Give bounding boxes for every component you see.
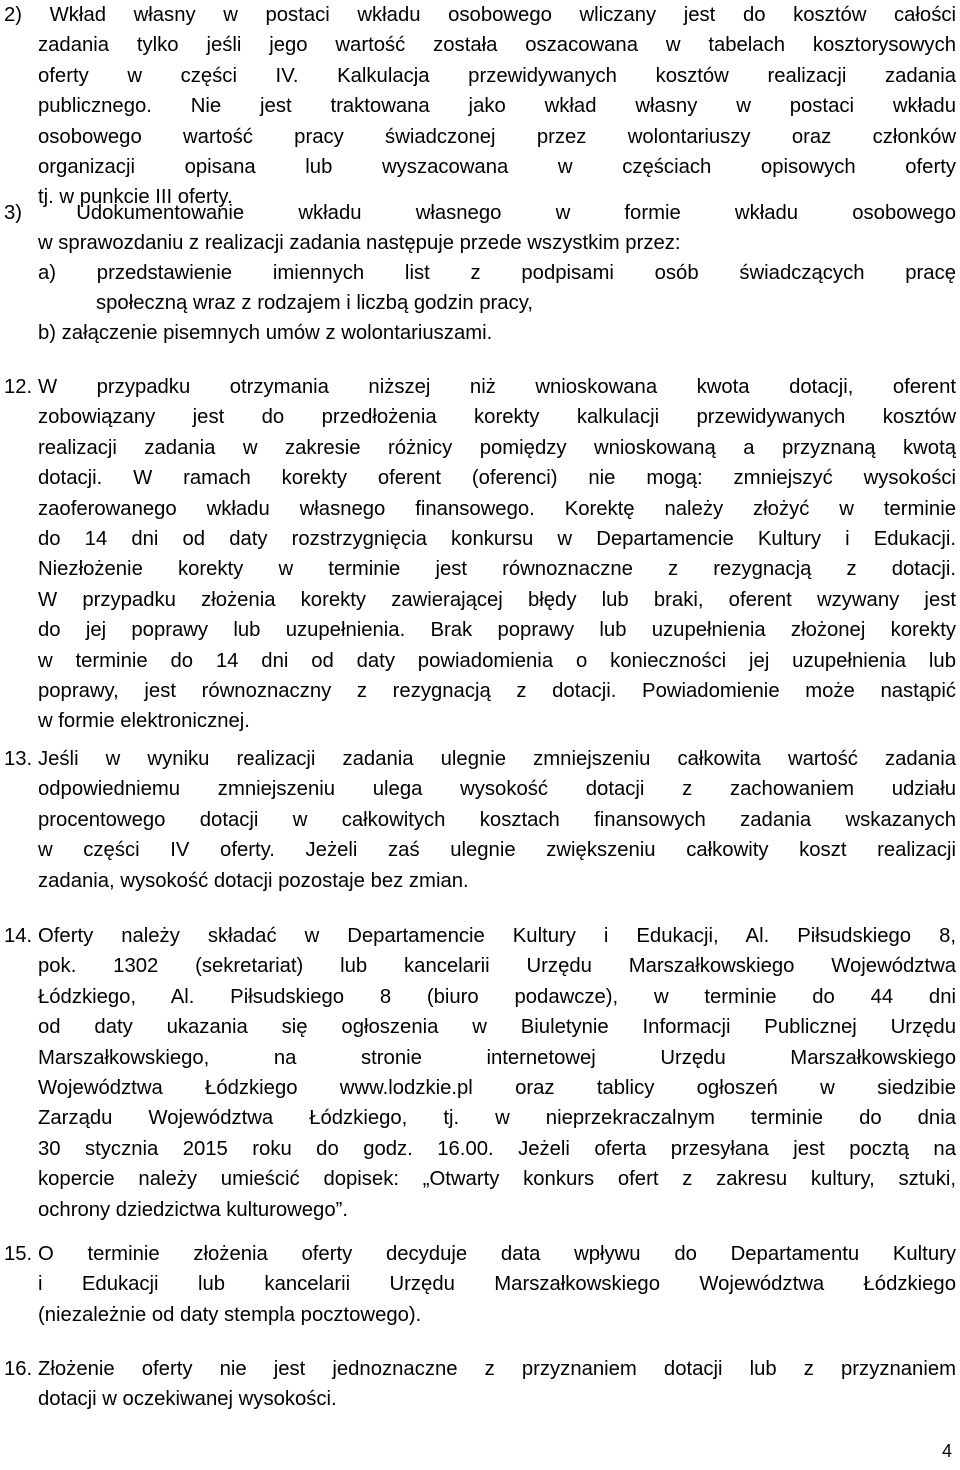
text-line: W przypadku złożenia korekty zawierającej błędy lub braki, oferent wzywany jest (38, 588, 956, 611)
text-line: realizacji zadania w zakresie różnicy pomiędzy wnioskowaną a przyznaną kwotą (38, 436, 956, 459)
text-line: 30 stycznia 2015 roku do godz. 16.00. Jeżeli oferta przesyłana jest pocztą na (38, 1137, 956, 1160)
text-line: Jeśli w wyniku realizacji zadania ulegnie zmniejszeniu całkowita wartość zadania (38, 748, 956, 770)
text-line: a) przedstawienie imiennych list z podpisami osób świadczących pracę (38, 262, 956, 284)
text-line: zaoferowanego wkładu własnego finansowego. Korektę należy złożyć w terminie (38, 497, 956, 520)
list-number: 13. (4, 748, 33, 770)
text-line: do 14 dni od daty rozstrzygnięcia konkursu w Departamencie Kultury i Edukacji. (38, 528, 956, 550)
text-line: 3) Udokumentowanie wkładu własnego w formie wkładu osobowego (4, 202, 956, 224)
text-line: ochrony dziedzictwa kulturowego”. (38, 1198, 349, 1221)
text-line: społeczną wraz z rodzajem i liczbą godzin pracy, (96, 292, 533, 315)
list-number: 12. (4, 376, 33, 398)
text-line: Niezłożenie korekty w terminie jest równoznaczne z rezygnacją z dotacji. (38, 558, 956, 581)
text-line: Oferty należy składać w Departamencie Kultury i Edukacji, Al. Piłsudskiego 8, (38, 925, 956, 947)
text-line: organizacji opisana lub wyszacowana w częściach opisowych oferty (38, 156, 956, 178)
text-line: 2) Wkład własny w postaci wkładu osobowego wliczany jest do kosztów całości (4, 4, 956, 26)
text-line: b) załączenie pisemnych umów z wolontariuszami. (38, 322, 493, 344)
text-line: poprawy, jest równoznaczny z rezygnacją z dotacji. Powiadomienie może nastąpić (38, 680, 956, 702)
text-line: procentowego dotacji w całkowitych kosztach finansowych zadania wskazanych (38, 808, 956, 831)
text-line: O terminie złożenia oferty decyduje data wpływu do Departamentu Kultury (38, 1243, 956, 1265)
text-line: pok. 1302 (sekretariat) lub kancelarii Urzędu Marszałkowskiego Województwa (38, 955, 956, 978)
text-line: dotacji w oczekiwanej wysokości. (38, 1388, 337, 1411)
text-line: zadania, wysokość dotacji pozostaje bez zmian. (38, 869, 469, 892)
text-line: w części IV oferty. Jeżeli zaś ulegnie zwiększeniu całkowity koszt realizacji (38, 839, 956, 862)
text-line: Zarządu Województwa Łódzkiego, tj. w nieprzekraczalnym terminie do dnia (38, 1107, 956, 1130)
text-line: (niezależnie od daty stempla pocztowego). (38, 1303, 422, 1326)
text-line: do jej poprawy lub uzupełnienia. Brak poprawy lub uzupełnienia złożonej korekty (38, 619, 956, 642)
text-line: osobowego wartość pracy świadczonej przez wolontariuszy oraz członków (38, 125, 956, 148)
text-line: publicznego. Nie jest traktowana jako wkład własny w postaci wkładu (38, 95, 956, 118)
text-line: od daty ukazania się ogłoszenia w Biuletynie Informacji Publicznej Urzędu (38, 1016, 956, 1039)
text-line: dotacji. W ramach korekty oferent (oferenci) nie mogą: zmniejszyć wysokości (38, 467, 956, 490)
page-number: 4 (941, 1441, 952, 1461)
text-line: tj. w punkcie III oferty. (38, 186, 233, 209)
text-line: oferty w części IV. Kalkulacja przewidywanych kosztów realizacji zadania (38, 64, 956, 87)
text-line: kopercie należy umieścić dopisek: „Otwarty konkurs ofert z zakresu kultury, sztuki, (38, 1168, 956, 1191)
text-line: zadania tylko jeśli jego wartość została oszacowana w tabelach kosztorysowych (38, 34, 956, 57)
list-number: 16. (4, 1358, 33, 1380)
list-number: 14. (4, 925, 33, 947)
text-line: i Edukacji lub kancelarii Urzędu Marszałkowskiego Województwa Łódzkiego (38, 1273, 956, 1296)
text-line: w sprawozdaniu z realizacji zadania następuje przede wszystkim przez: (38, 232, 681, 255)
text-line: W przypadku otrzymania niższej niż wnioskowana kwota dotacji, oferent (38, 376, 956, 398)
list-number: 15. (4, 1243, 33, 1265)
text-line: Łódzkiego, Al. Piłsudskiego 8 (biuro podawcze), w terminie do 44 dni (38, 985, 956, 1008)
text-line: Marszałkowskiego, na stronie internetowej Urzędu Marszałkowskiego (38, 1046, 956, 1069)
text-line: w formie elektronicznej. (38, 710, 250, 733)
text-line: Województwa Łódzkiego www.lodzkie.pl oraz tablicy ogłoszeń w siedzibie (38, 1077, 956, 1099)
text-line: w terminie do 14 dni od daty powiadomienia o konieczności jej uzupełnienia lub (38, 649, 956, 672)
text-line: Złożenie oferty nie jest jednoznaczne z przyznaniem dotacji lub z przyznaniem (38, 1358, 956, 1380)
text-line: odpowiedniemu zmniejszeniu ulega wysokość dotacji z zachowaniem udziału (38, 778, 956, 801)
text-line: zobowiązany jest do przedłożenia korekty kalkulacji przewidywanych kosztów (38, 406, 956, 429)
